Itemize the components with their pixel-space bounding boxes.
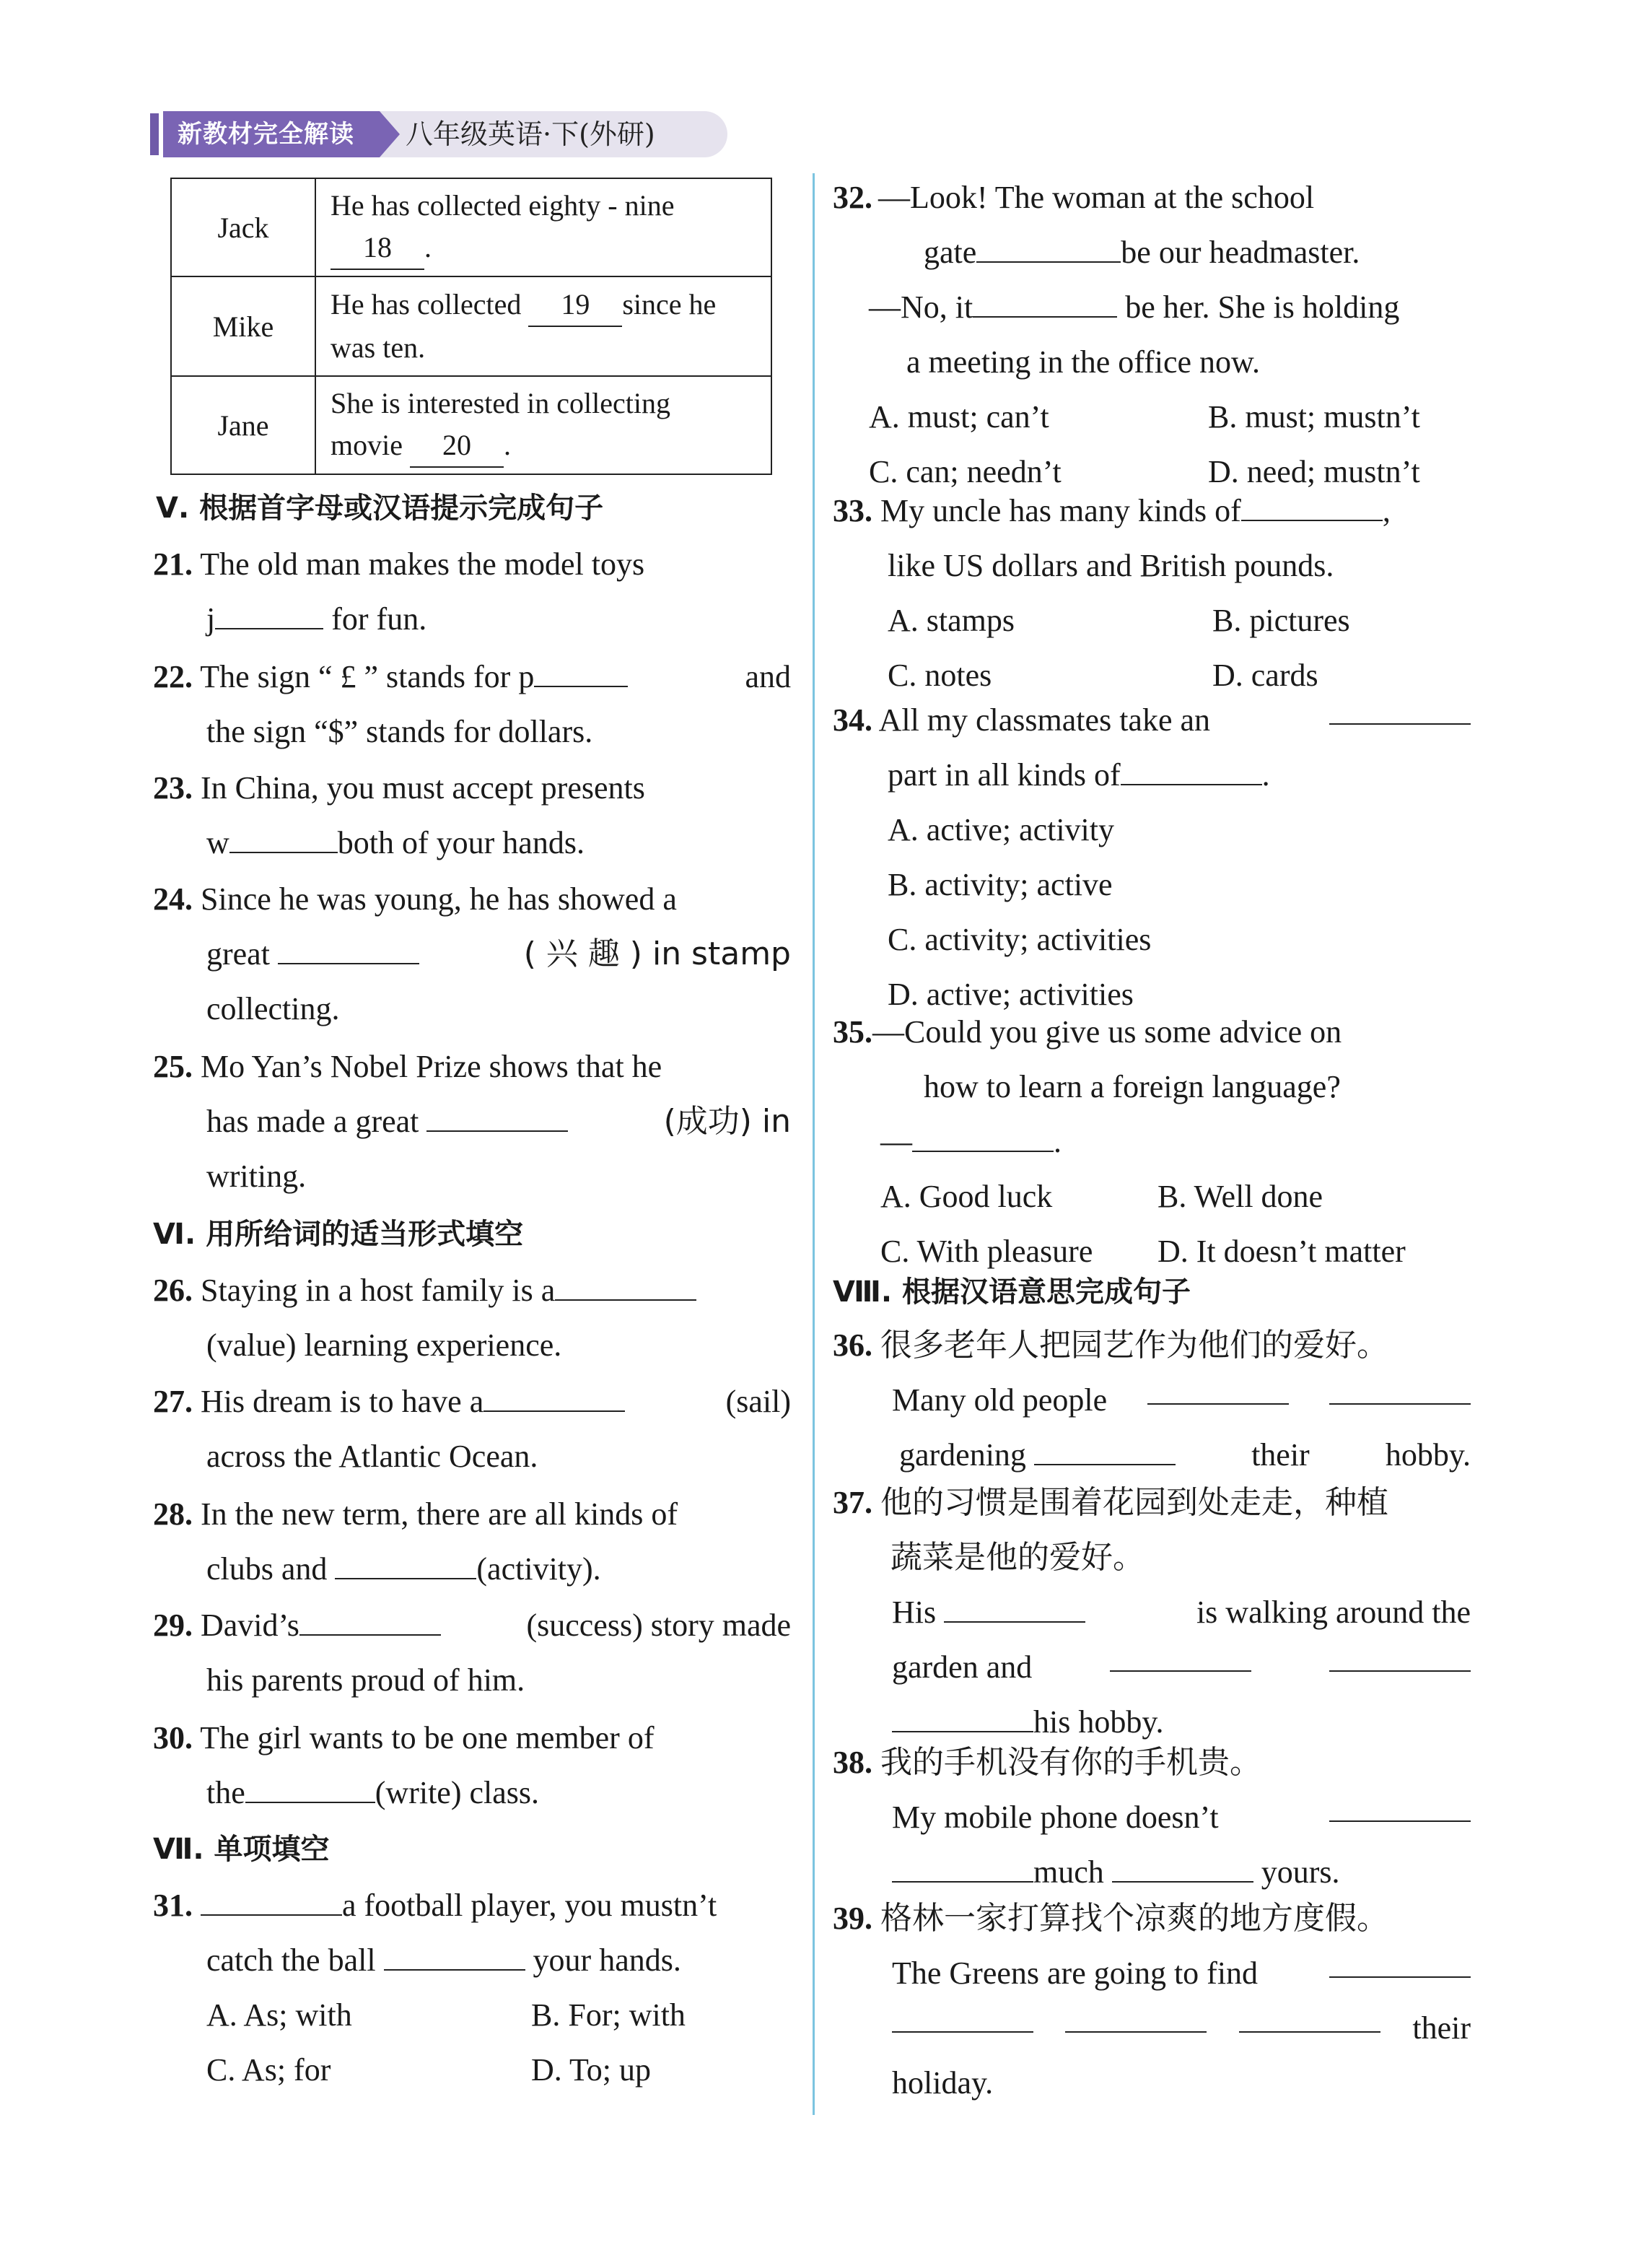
question-36: 36. 很多老年人把园艺作为他们的爱好。 Many old people gardening their hobby. [833, 1327, 1471, 1473]
table-row [171, 376, 771, 474]
question-39: 39. 格林一家打算找个凉爽的地方度假。 The Greens are going to find their holiday. [833, 1900, 1471, 2101]
question-33: 33. My uncle has many kinds of , like US dollars and British pounds. A. stamps B. pictures C. notes D. cards [833, 484, 1471, 703]
header-badge: 新教材完全解读 [163, 111, 380, 157]
question-23: 23. In China, you must accept presents w both of your hands. [153, 770, 645, 860]
question-34: 34. All my classmates take an part in all kinds of . A. active; activity B. activity; active C. activity; activities D. active; activities [833, 693, 1471, 1022]
question-31: 31. a football player, you mustn’t catch the ball your hands. A. As; with B. For; with C. As; for D. To; up [153, 1878, 791, 2098]
table-name-cell: Jane [171, 376, 315, 474]
section-5-heading: Ⅴ. 根据首字母或汉语提示完成句子 [156, 492, 604, 525]
table-text-cell: She is interested in collecting movie 20 . [315, 376, 771, 474]
question-21: 21. The old man makes the model toys j for fun. [153, 546, 645, 637]
table-name-cell: Jack [171, 178, 315, 276]
section-6-heading: Ⅵ. 用所给词的适当形式填空 [153, 1218, 524, 1251]
header-accent-bar [150, 113, 159, 155]
question-30: 30. The girl wants to be one member of the (write) class. [153, 1720, 655, 1810]
question-26: 26. Staying in a host family is a (value) learning experience. [153, 1263, 791, 1373]
table-row [171, 178, 771, 276]
question-32: 32. —Look! The woman at the school gate be our headmaster. —No, it be her. She is holding a meeting in the office now. A. must; can’t B. must; mustn’t C. can; needn’t D. need; mustn’t [833, 180, 1420, 489]
table-row [171, 276, 771, 376]
question-28: 28. In the new term, there are all kinds of clubs and (activity). [153, 1496, 678, 1587]
header-badge-arrow [380, 111, 400, 157]
book-title: 八年级英语·下(外研) [375, 111, 727, 157]
answer-blank: 18 [331, 227, 424, 270]
question-38: 38. 我的手机没有你的手机贵。 My mobile phone doesn’t much yours. [833, 1735, 1471, 1900]
question-37: 37. 他的习惯是围着花园到处走走，种植 蔬菜是他的爱好。 His is walking around the garden and his hobby. [833, 1484, 1471, 1740]
question-27: 27. His dream is to have a (sail) across the Atlantic Ocean. [153, 1374, 791, 1484]
question-25: 25. Mo Yan’s Nobel Prize shows that he has made a great (成功) in writing. [153, 1049, 791, 1194]
answer-blank: 20 [410, 424, 504, 468]
table-text-cell: He has collected eighty - nine 18 . [315, 178, 771, 276]
collector-table [170, 178, 772, 475]
question-24: 24. Since he was young, he has showed a great ( 兴 趣 ) in stamp collecting. [153, 881, 791, 1026]
column-divider [813, 173, 815, 2115]
question-29: 29. David’s (success) story made his parents proud of him. [153, 1598, 791, 1708]
table-text-cell: He has collected 19 since he was ten. [315, 276, 771, 376]
answer-blank: 19 [528, 284, 622, 327]
question-35: 35.—Could you give us some advice on how to learn a foreign language? — . A. Good luck B. Well done C. With pleasure D. It doesn’t matter [833, 1014, 1406, 1269]
question-22: 22. The sign “ £ ” stands for p and the sign “$” stands for dollars. [153, 650, 791, 759]
section-7-heading: Ⅶ. 单项填空 [153, 1833, 330, 1866]
table-name-cell: Mike [171, 276, 315, 376]
section-8-heading: Ⅷ. 根据汉语意思完成句子 [833, 1275, 1191, 1309]
